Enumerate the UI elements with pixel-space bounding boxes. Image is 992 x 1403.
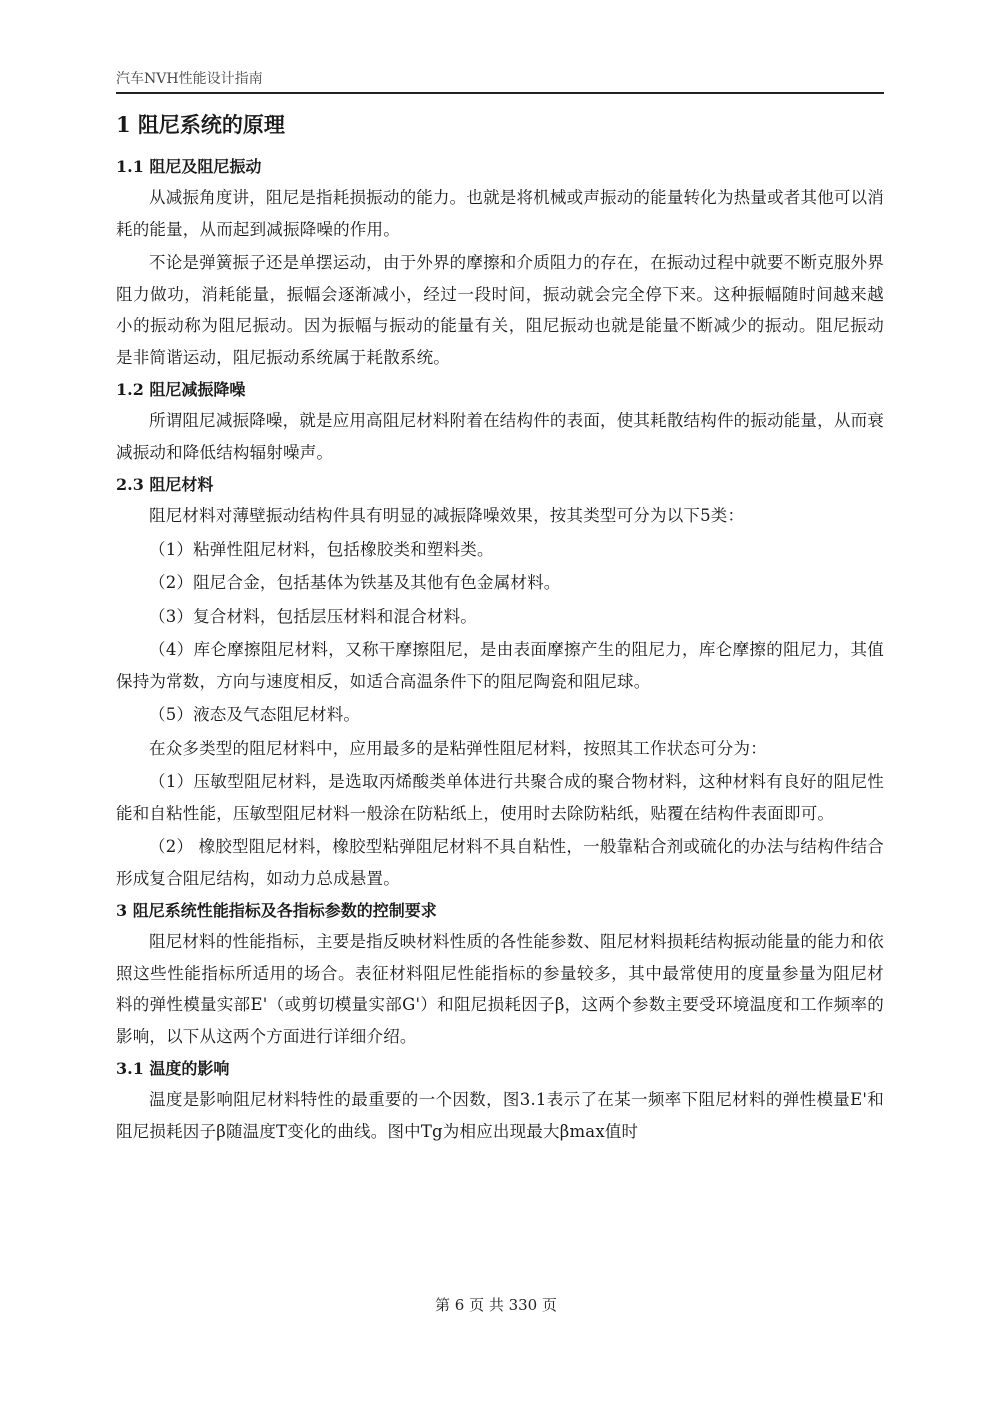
paragraph: （5）液态及气态阻尼材料。 — [149, 705, 361, 724]
paragraph: （1）压敏型阻尼材料，是选取丙烯酸类单体进行共聚合成的聚合物材料，这种材料有良好的阻尼性能和自粘性能，压敏型阻尼材料一般涂在防粘纸上，使用时去除防粘纸，贴覆在结构件表面即可。 — [116, 772, 884, 823]
subsection-heading: 1.1 阻尼及阻尼振动 — [116, 157, 262, 176]
paragraph: （2） 橡胶型阻尼材料，橡胶型粘弹阻尼材料不具自粘性，一般靠粘合剂或硫化的办法与结构件结合形成复合阻尼结构，如动力总成悬置。 — [116, 837, 884, 888]
subsection-heading: 2.3 阻尼材料 — [116, 475, 214, 494]
paragraph: （1）粘弹性阻尼材料，包括橡胶类和塑料类。 — [149, 539, 494, 559]
subsection-heading: 3 阻尼系统性能指标及各指标参数的控制要求 — [116, 901, 437, 920]
paragraph: 所谓阻尼减振降噪，就是应用高阻尼材料附着在结构件的表面，使其耗散结构件的振动能量，从而衰减振动和降低结构辐射噪声。 — [116, 411, 884, 462]
paragraph: 不论是弹簧振子还是单摆运动，由于外界的摩擦和介质阻力的存在，在振动过程中就要不断克服外界阻力做功，消耗能量，振幅会逐渐减小，经过一段时间，振动就会完全停下来。这种振幅随时间越来越小的振动称为阻尼振动。因为振幅与振动的能量有关，阻尼振动也就是能量不断减少的振动。阻尼振动是非简谐运动，阻尼振动系统属于耗散系统。 — [116, 253, 884, 367]
subsection-heading: 1.2 阻尼减振降噪 — [116, 380, 246, 399]
document-body — [116, 100, 884, 1149]
paragraph: （2）阻尼合金，包括基体为铁基及其他有色金属材料。 — [149, 573, 561, 592]
paragraph: 从减振角度讲，阻尼是指耗损振动的能力。也就是将机械或声振动的能量转化为热量或者其他可以消耗的能量，从而起到减振降噪的作用。 — [116, 188, 884, 239]
header-title: 汽车NVH性能设计指南 — [116, 71, 263, 87]
section-heading: 1 阻尼系统的原理 — [116, 112, 285, 137]
page-footer — [0, 1294, 992, 1315]
paragraph: 阻尼材料的性能指标，主要是指反映材料性质的各性能参数、阻尼材料损耗结构振动能量的能力和依照这些性能指标所适用的场合。表征材料阻尼性能指标的参量较多，其中最常使用的度量参量为阻尼材料的弹性模量实部E'（或剪切模量实部G'）和阻尼损耗因子β，这两个参数主要受环境温度和工作频率的影响，以下从这两个方面进行详细介绍。 — [116, 932, 884, 1046]
page-number: 第 6 页 共 330 页 — [434, 1296, 557, 1314]
paragraph: （4）库仑摩擦阻尼材料，又称干摩擦阻尼，是由表面摩擦产生的阻尼力，库仑摩擦的阻尼力，其值保持为常数，方向与速度相反，如适合高温条件下的阻尼陶瓷和阻尼球。 — [116, 640, 884, 691]
paragraph: 温度是影响阻尼材料特性的最重要的一个因数，图3.1表示了在某一频率下阻尼材料的弹性模量E'和阻尼损耗因子β随温度T变化的曲线。图中Tg为相应出现最大βmax值时 — [116, 1090, 884, 1141]
paragraph: （3）复合材料，包括层压材料和混合材料。 — [149, 606, 477, 626]
paragraph: 在众多类型的阻尼材料中，应用最多的是粘弹性阻尼材料，按照其工作状态可分为： — [149, 738, 767, 758]
page-header — [116, 66, 884, 94]
subsection-heading: 3.1 温度的影响 — [116, 1059, 230, 1078]
paragraph: 阻尼材料对薄壁振动结构件具有明显的减振降噪效果，按其类型可分为以下5类： — [149, 506, 745, 525]
